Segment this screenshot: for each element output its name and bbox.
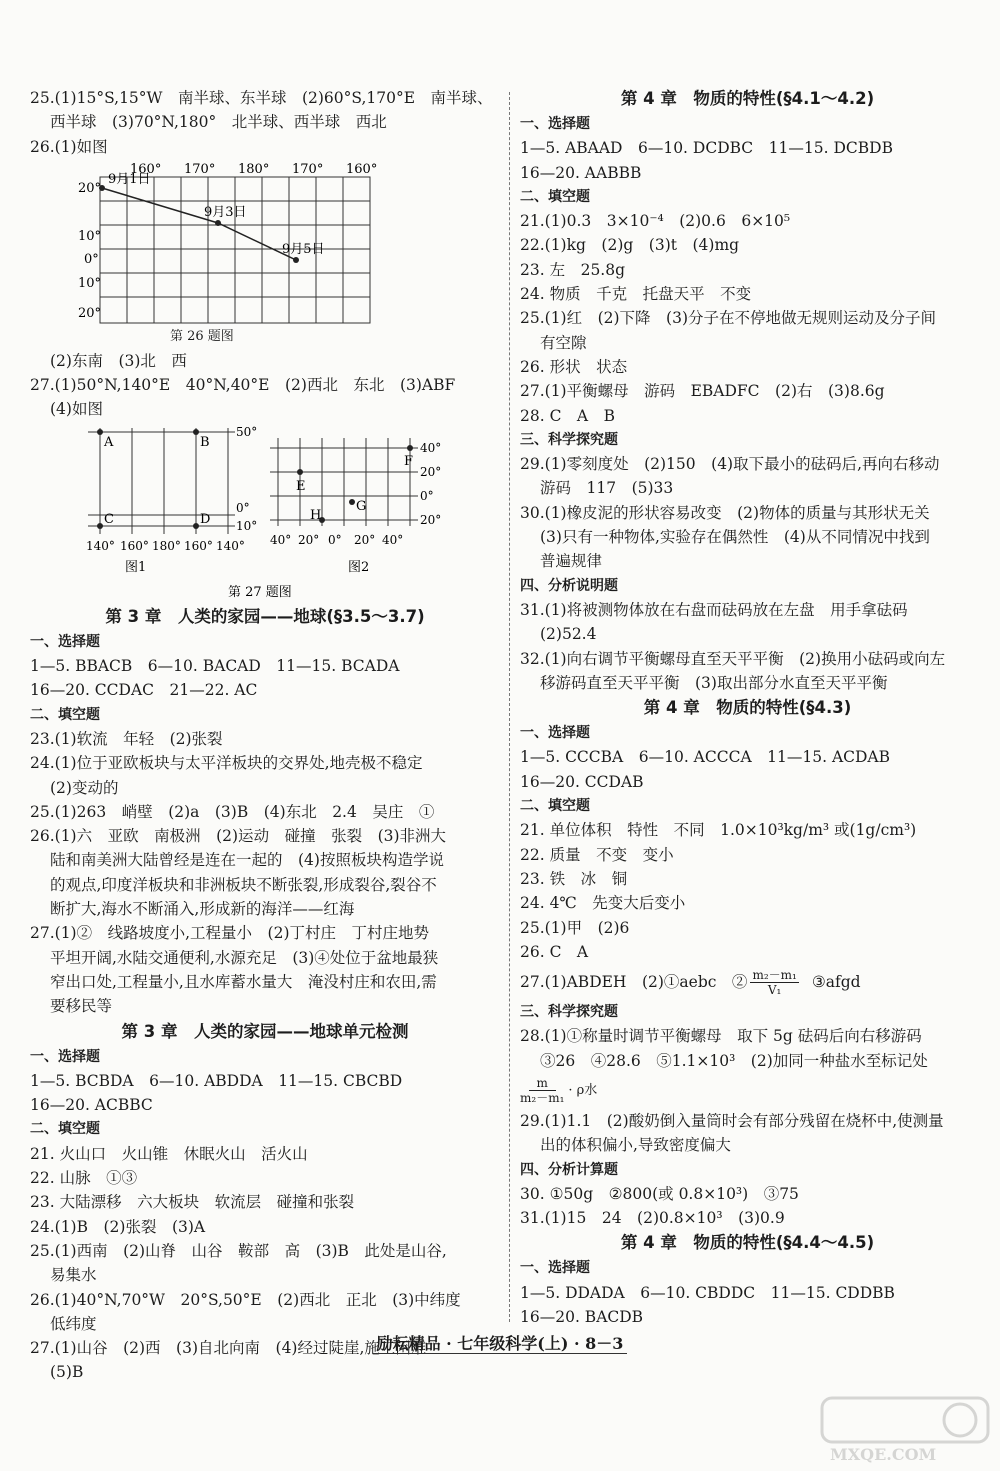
section-heading: 三、科学探究题 <box>520 431 618 448</box>
section-heading: 一、选择题 <box>30 1048 100 1065</box>
figure-27 <box>30 422 500 604</box>
section-heading: 一、选择题 <box>30 633 100 650</box>
chapter-title: 第 3 章 人类的家园——地球单元检测 <box>121 1021 409 1041</box>
right-column <box>520 86 975 1329</box>
grid-point <box>297 469 303 475</box>
answer-line: 24. 4℃ 先变大后变小 <box>520 894 686 913</box>
lon-label: 20° <box>354 532 376 547</box>
answer-line: 27.(1)② 线路坡度小,工程量小 (2)丁村庄 丁村庄地势 <box>30 924 429 943</box>
answer-line: 21. 单位体积 特性 不同 1.0×10³kg/m³ 或(1g/cm³) <box>520 821 917 840</box>
answer-line: (2)变动的 <box>50 778 119 797</box>
answer-line: 25.(1)红 (2)下降 (3)分子在不停地做无规则运动及分子间 <box>520 309 937 328</box>
answer-line: 要移民等 <box>50 997 113 1016</box>
chapter-title: 第 3 章 人类的家园——地球(§3.5～3.7) <box>105 606 425 626</box>
lon-label: 180° <box>238 161 270 177</box>
answer-line: 31.(1)将被测物体放在右盘而砝码放在左盘 用手拿砝码 <box>520 600 908 619</box>
chapter-title: 第 4 章 物质的特性(§4.1～4.2) <box>620 89 875 108</box>
answer-line: 27.(1)50°N,140°E 40°N,40°E (2)西北 东北 (3)ABF <box>30 376 456 395</box>
lon-label: 20° <box>298 532 320 547</box>
answer-line: 24.(1)位于亚欧板块与太平洋板块的交界处,地壳极不稳定 <box>30 754 423 773</box>
answer-line: 23. 大陆漂移 六大板块 软流层 碰撞和张裂 <box>30 1193 355 1212</box>
lon-label: 40° <box>382 532 404 547</box>
fraction-denominator: m₂－m₁ <box>520 1091 565 1106</box>
section-heading: 二、填空题 <box>30 706 100 723</box>
grid-point <box>349 499 355 505</box>
answer-line: 22. 质量 不变 变小 <box>520 845 674 864</box>
answer-line: 21. 火山口 火山锥 休眠火山 活火山 <box>30 1144 308 1163</box>
answer-text: 27.(1)ABDEH (2)①aebc ② <box>520 972 748 991</box>
point-label: 9月3日 <box>204 204 247 220</box>
figure-26-graph <box>30 159 500 349</box>
lon-label: 160° <box>346 161 378 177</box>
point-letter: C <box>104 511 114 527</box>
answer-line: 1—5. BCBDA 6—10. ABDDA 11—15. CBCBD <box>30 1071 403 1090</box>
point-letter: F <box>404 453 414 469</box>
answer-line: 22.(1)kg (2)g (3)t (4)mg <box>520 236 740 255</box>
section-heading: 一、选择题 <box>520 116 590 132</box>
answer-line <box>520 964 975 1000</box>
answer-line: 22. 山脉 ①③ <box>30 1169 138 1188</box>
answer-text: · ρ水 <box>568 1082 598 1098</box>
answer-line: 16—20. ACBBC <box>30 1096 153 1115</box>
answer-line: 1—5. DDADA 6—10. CBDDC 11—15. CDDBB <box>520 1283 895 1302</box>
point-letter: B <box>200 434 210 450</box>
lat-label: 0° <box>236 500 250 515</box>
answer-line: 26.(1)40°N,70°W 20°S,50°E (2)西北 正北 (3)中纬度 <box>30 1290 461 1309</box>
track-point <box>215 220 221 226</box>
figure-27-graphs <box>30 422 500 604</box>
lat-label: 10° <box>78 275 102 291</box>
answer-line: 平坦开阔,水陆交通便利,水源充足 (3)④处位于盆地最狭 <box>50 948 439 967</box>
lat-label: 10° <box>78 228 102 244</box>
lon-label: 170° <box>292 161 324 177</box>
answer-line: (2)52.4 <box>540 625 597 644</box>
figure-26 <box>30 159 500 349</box>
lon-label: 140° <box>86 538 115 553</box>
answer-line: 移游码直至天平平衡 (3)取出部分水直至天平平衡 <box>540 673 888 692</box>
lon-label: 40° <box>270 532 292 547</box>
section-heading: 二、填空题 <box>30 1121 100 1138</box>
answer-line: (4)如图 <box>50 400 103 419</box>
point-label: 9月5日 <box>282 241 325 257</box>
fraction-numerator: m <box>529 1076 556 1091</box>
lat-label: 10° <box>236 518 258 533</box>
answer-line: 有空隙 <box>540 333 587 352</box>
answer-line: (2)东南 (3)北 西 <box>50 351 187 370</box>
footer-text: 励耘精品 · 七年级科学(上) · 8－3 <box>373 1334 628 1354</box>
answer-line: (5)B <box>50 1363 84 1382</box>
answer-line: 26.(1)如图 <box>30 137 108 156</box>
lon-label: 180° <box>152 538 181 553</box>
section-heading: 三、科学探究题 <box>520 1004 618 1021</box>
answer-line: 23. 铁 冰 铜 <box>520 869 628 888</box>
answer-line: 27.(1)山谷 (2)西 (3)自北向南 (4)经过陡崖,施工困难 <box>30 1339 427 1358</box>
point-letter: G <box>356 498 367 514</box>
section-heading: 二、填空题 <box>520 188 590 205</box>
left-column <box>30 86 500 1385</box>
section-heading: 一、选择题 <box>520 725 590 742</box>
answer-line: 25.(1)15°S,15°W 南半球、东半球 (2)60°S,170°E 南半球、 <box>30 89 493 107</box>
fraction-denominator: V₁ <box>767 982 782 997</box>
point-label: 9月1日 <box>108 171 151 187</box>
page-footer <box>0 1331 1000 1354</box>
section-heading: 四、分析计算题 <box>520 1161 618 1178</box>
grid-point <box>193 429 199 435</box>
point-letter: E <box>296 478 306 494</box>
lat-label: 0° <box>420 488 434 503</box>
lat-label: 40° <box>420 440 442 455</box>
answer-line: 16—20. CCDAB <box>520 772 644 791</box>
point-letter: H <box>310 507 322 523</box>
answer-line: 陆和南美洲大陆曾经是连在一起的 (4)按照板块构造学说 <box>50 851 444 870</box>
point-letter: A <box>104 434 114 450</box>
track-point <box>293 257 299 263</box>
figure-caption: 第 26 题图 <box>170 328 234 344</box>
answer-line: 28. C A B <box>520 406 616 425</box>
answer-line: 23.(1)软流 年轻 (2)张裂 <box>30 729 223 748</box>
answer-line: 出的体积偏小,导致密度偏大 <box>540 1136 731 1155</box>
section-heading: 一、选择题 <box>520 1260 590 1277</box>
answer-line: ③26 ④28.6 ⑤1.1×10³ (2)加同一种盐水至标记处 <box>540 1051 928 1070</box>
answer-line: 29.(1)零刻度处 (2)150 (4)取下最小的砝码后,再向右移动 <box>520 455 940 474</box>
answer-line: 26.(1)六 亚欧 南极洲 (2)运动 碰撞 张裂 (3)非洲大 <box>30 827 447 846</box>
answer-line: 24. 物质 千克 托盘天平 不变 <box>520 285 752 304</box>
lat-label: 20° <box>420 512 442 527</box>
answer-line: 30.(1)橡皮泥的形状容易改变 (2)物体的质量与其形状无关 <box>520 503 930 522</box>
lat-label: 20° <box>420 464 442 479</box>
lon-label: 160° <box>120 538 149 553</box>
figure-caption: 第 27 题图 <box>228 584 292 600</box>
answer-line: 16—20. BACDB <box>520 1308 644 1327</box>
lat-label: 20° <box>78 305 102 321</box>
answer-line: 16—20. AABBB <box>520 163 642 182</box>
lon-label: 160° <box>130 161 162 177</box>
section-heading: 二、填空题 <box>520 798 590 815</box>
answer-line <box>520 1073 975 1109</box>
answer-line: 普遍规律 <box>540 552 603 571</box>
point-letter: D <box>200 511 211 527</box>
answer-line: 断扩大,海水不断涌入,形成新的海洋——红海 <box>50 900 355 919</box>
answer-line: 1—5. CCCBA 6—10. ACCCA 11—15. ACDAB <box>520 748 891 767</box>
answer-line: 25.(1)西南 (2)山脊 山谷 鞍部 高 (3)B 此处是山谷, <box>30 1241 447 1260</box>
answer-line: 31.(1)15 24 (2)0.8×10³ (3)0.9 <box>520 1209 785 1228</box>
chapter-title: 第 4 章 物质的特性(§4.4～4.5) <box>620 1233 875 1253</box>
answer-line: 26. 形状 状态 <box>520 357 628 376</box>
grid-point <box>193 523 199 529</box>
section-heading: 四、分析说明题 <box>520 577 618 594</box>
chapter-title: 第 4 章 物质的特性(§4.3) <box>643 698 852 718</box>
answer-line: 25.(1)甲 (2)6 <box>520 918 630 937</box>
fraction-numerator: m₂－m₁ <box>752 967 797 982</box>
answer-line: (3)只有一种物体,实验存在偶然性 (4)从不同情况中找到 <box>540 528 930 547</box>
lon-label: 0° <box>328 532 342 547</box>
svg-text:MXQE.COM: MXQE.COM <box>830 1445 937 1464</box>
answer-text: ③afgd <box>811 972 861 991</box>
sub-caption: 图1 <box>125 559 147 575</box>
grid-point <box>97 429 103 435</box>
answer-line: 1—5. ABAAD 6—10. DCDBC 11—15. DCBDB <box>520 139 893 158</box>
answer-line: 28.(1)①称量时调节平衡螺母 取下 5g 砝码后向右移游码 <box>520 1027 922 1046</box>
answer-line: 的观点,印度洋板块和非洲板块不断张裂,形成裂谷,裂谷不 <box>50 875 437 894</box>
sub-caption: 图2 <box>348 559 370 575</box>
answer-line: 24.(1)B (2)张裂 (3)A <box>30 1217 206 1236</box>
grid-point <box>97 523 103 529</box>
column-divider <box>509 92 510 1322</box>
lat-label: 50° <box>236 424 258 439</box>
answer-line: 26. C A <box>520 942 589 961</box>
lat-label: 0° <box>84 251 99 267</box>
answer-line: 游码 117 (5)33 <box>540 479 674 498</box>
answer-line: 低纬度 <box>50 1314 97 1333</box>
fraction <box>750 968 798 997</box>
answer-line: 32.(1)向右调节平衡螺母直至天平平衡 (2)换用小砝码或向左 <box>520 649 946 668</box>
lon-label: 170° <box>184 161 216 177</box>
answer-line: 29.(1)1.1 (2)酸奶倒入量筒时会有部分残留在烧杯中,使测量 <box>520 1111 944 1130</box>
answer-line: 27.(1)平衡螺母 游码 EBADFC (2)右 (3)8.6g <box>520 382 885 401</box>
answer-line: 30. ①50g ②800(或 0.8×10³) ③75 <box>520 1184 799 1203</box>
watermark-logo <box>820 1396 990 1466</box>
answer-line: 16—20. CCDAC 21—22. AC <box>30 681 258 700</box>
lon-label: 140° <box>216 538 245 553</box>
answer-line: 西半球 (3)70°N,180° 北半球、西半球 西北 <box>50 113 387 132</box>
answer-line: 易集水 <box>50 1266 97 1285</box>
lon-label: 160° <box>184 538 213 553</box>
answer-line: 21.(1)0.3 3×10⁻⁴ (2)0.6 6×10⁵ <box>520 212 791 231</box>
lat-label: 20° <box>78 180 102 196</box>
fraction <box>520 1076 564 1105</box>
answer-line: 1—5. BBACB 6—10. BACAD 11—15. BCADA <box>30 657 400 676</box>
answer-line: 23. 左 25.8g <box>520 260 626 279</box>
answer-line: 25.(1)263 峭壁 (2)a (3)B (4)东北 2.4 吴庄 ① <box>30 802 435 821</box>
answer-line: 窄出口处,工程量小,且水库蓄水量大 淹没村庄和农田,需 <box>50 972 437 991</box>
grid-point <box>407 445 413 451</box>
